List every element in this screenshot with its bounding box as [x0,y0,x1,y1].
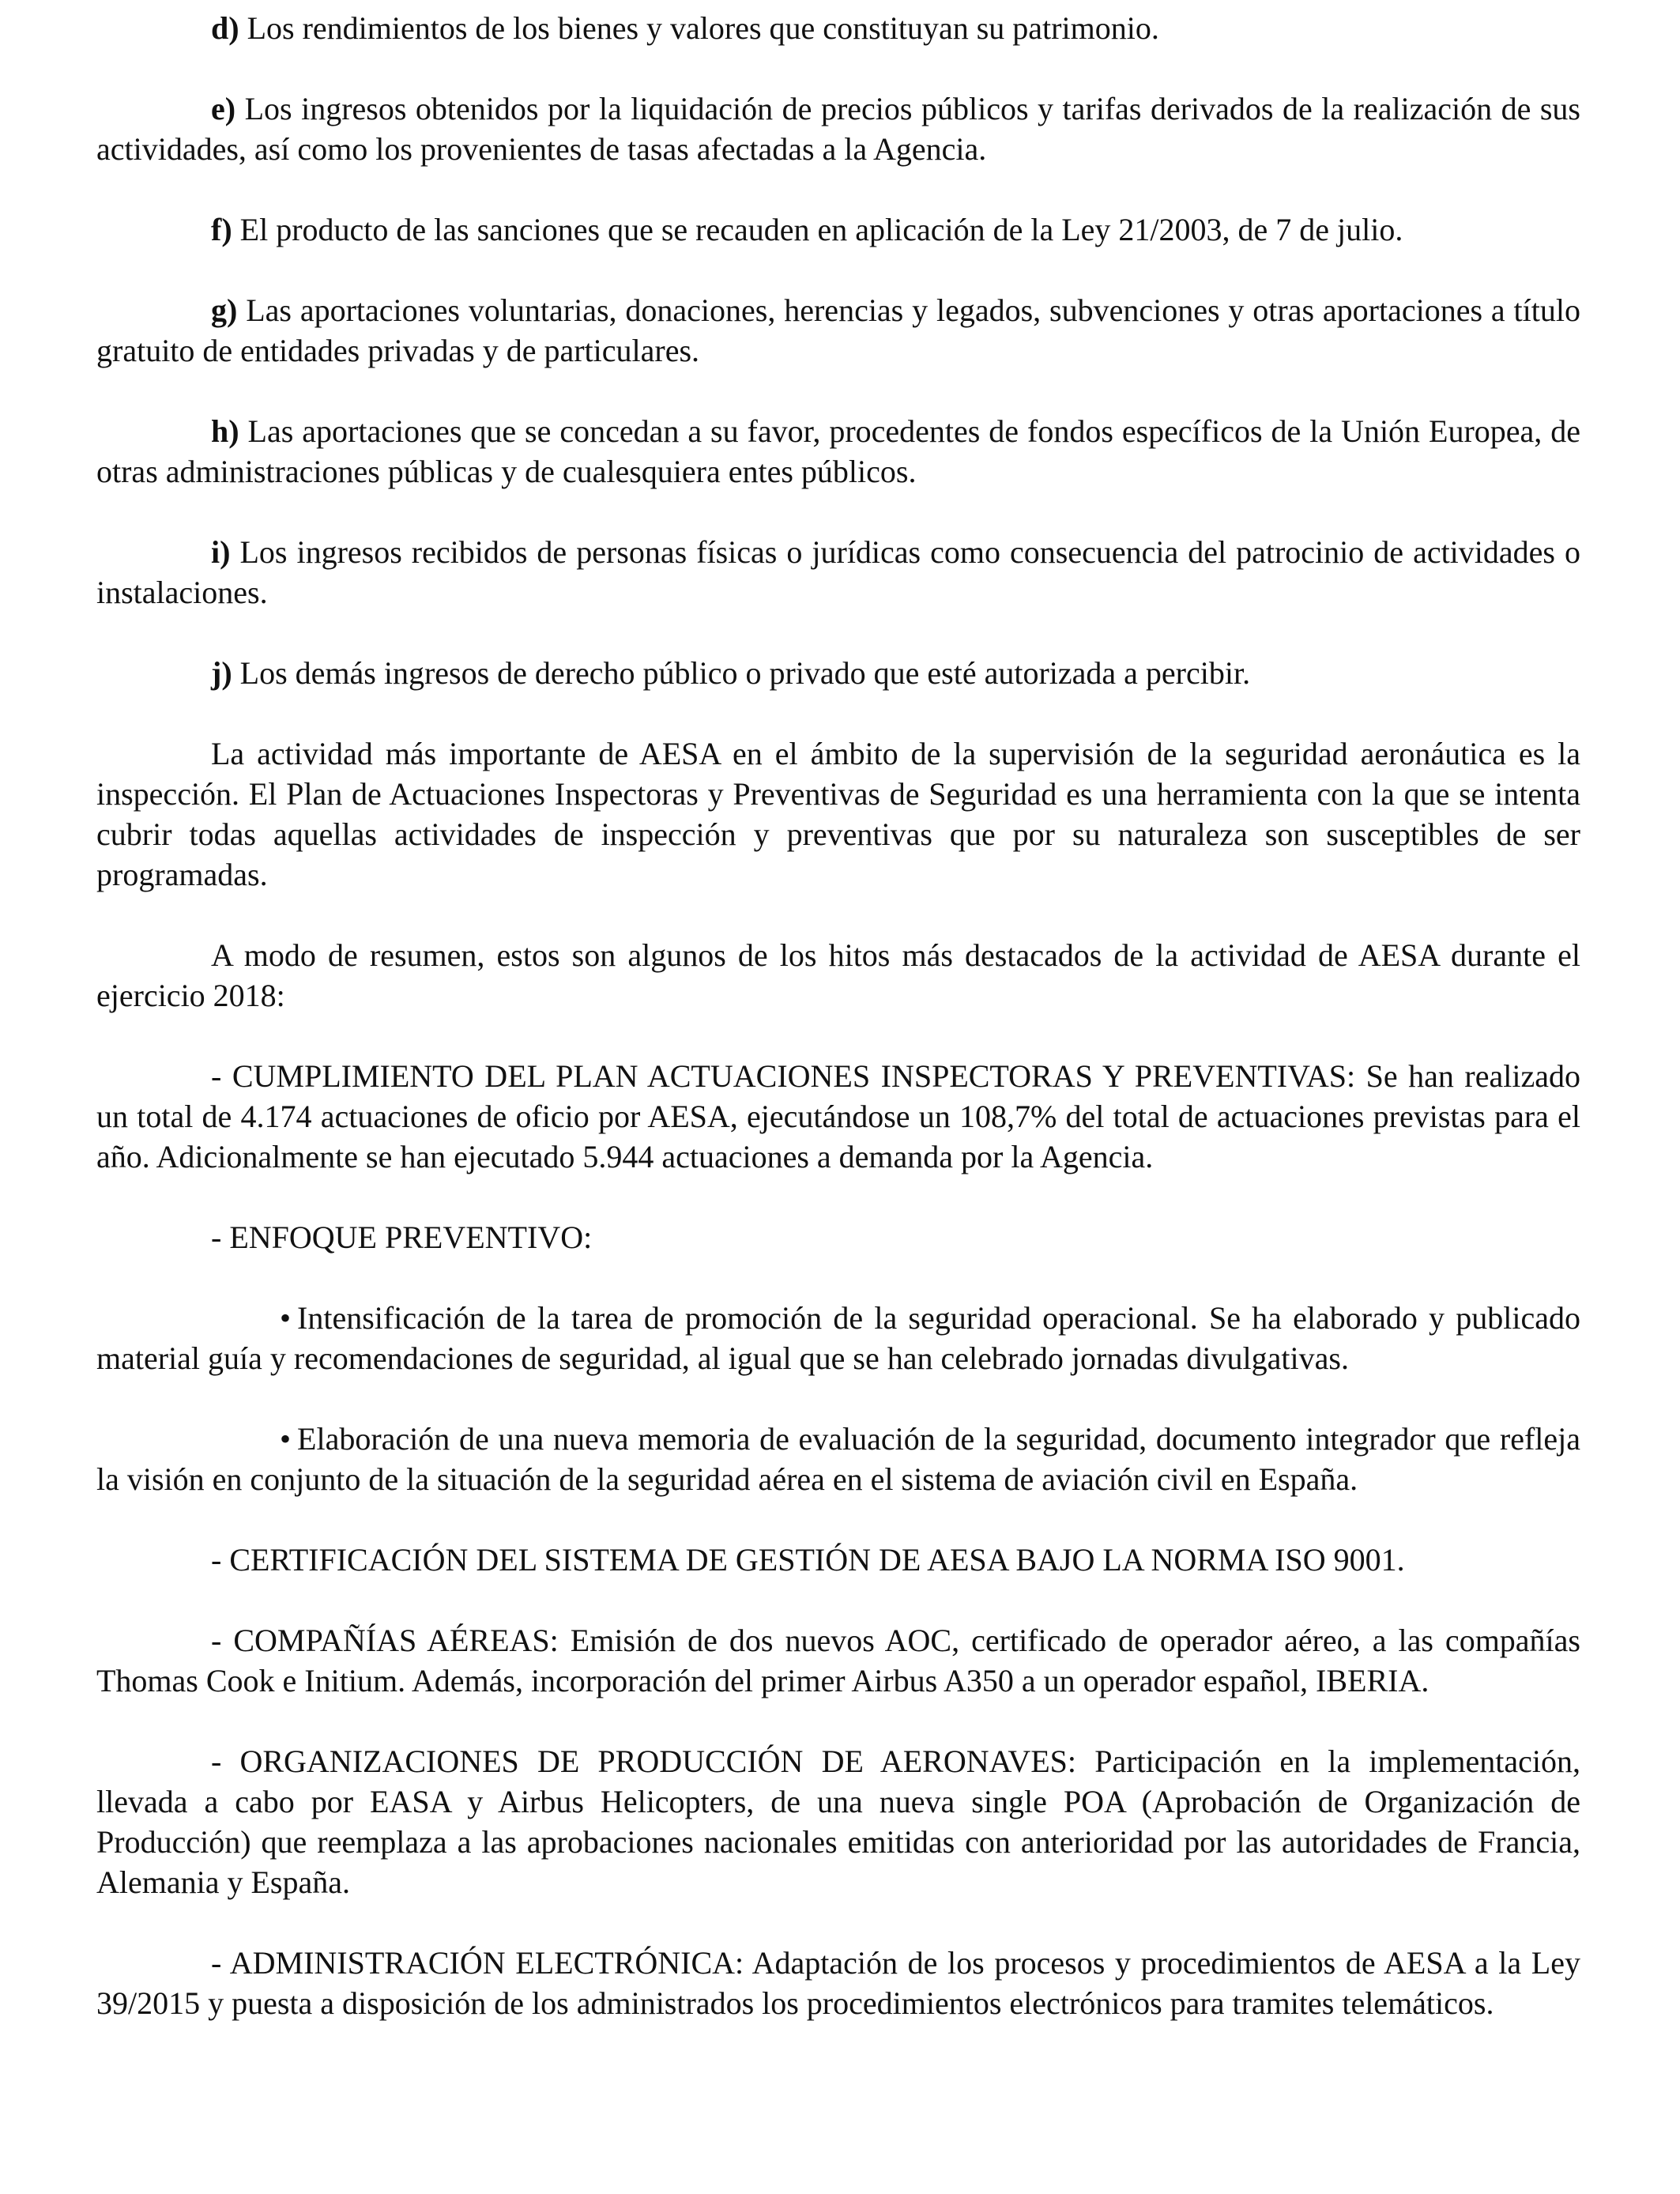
paragraph-text: Las aportaciones voluntarias, donaciones, herencias y legados, subvenciones y otras aportaciones a título gratuito de entidades privadas y de particulares. [96,292,1580,368]
item-marker: g) [211,292,238,328]
paragraph-iso-certification: - CERTIFICACIÓN DEL SISTEMA DE GESTIÓN DE AESA BAJO LA NORMA ISO 9001. [211,1542,1405,1578]
paragraph-text: Las aportaciones que se concedan a su favor, procedentes de fondos específicos de la Unión Europea, de otras administraciones públicas y de cualesquiera entes públicos. [96,413,1580,489]
paragraph-e-administration: - ADMINISTRACIÓN ELECTRÓNICA: Adaptación de los procesos y procedimientos de AESA a la Ley 39/2015 y puesta a disposición de los administrados los procedimientos electrónicos para tramites telemáticos. [96,1945,1580,2021]
item-marker: f) [211,212,232,247]
bullet-icon: • [280,1300,292,1336]
paragraph-text: Los rendimientos de los bienes y valores que constituyan su patrimonio. [239,10,1159,46]
item-marker: i) [211,534,231,570]
paragraph-preventive-heading: - ENFOQUE PREVENTIVO: [211,1220,593,1255]
paragraph-text: Los ingresos recibidos de personas físicas o jurídicas como consecuencia del patrocinio de actividades o instalaciones. [96,534,1580,610]
paragraph-text: El producto de las sanciones que se recauden en aplicación de la Ley 21/2003, de 7 de julio. [232,212,1403,247]
paragraph-item-d [96,8,1580,48]
bullet-item-promotion [96,1298,1580,1378]
item-marker: e) [211,91,236,126]
paragraph-production-organizations: - ORGANIZACIONES DE PRODUCCIÓN DE AERONAVES: Participación en la implementación, llevada a cabo por EASA y Airbus Helicopters, de una nueva single POA (Aprobación de Organización de Producción) que reemplaza a las aprobaciones nacionales emitidas con anterioridad por las autoridades de Francia, Alemania y España. [96,1744,1580,1900]
paragraph-summary-intro: A modo de resumen, estos son algunos de los hitos más destacados de la actividad de AESA durante el ejercicio 2018: [96,937,1580,1013]
paragraph-airlines: - COMPAÑÍAS AÉREAS: Emisión de dos nuevos AOC, certificado de operador aéreo, a las compañías Thomas Cook e Initium. Además, incorporación del primer Airbus A350 a un operador español, IBERIA. [96,1623,1580,1698]
paragraph-inspection: La actividad más importante de AESA en el ámbito de la supervisión de la seguridad aeronáutica es la inspección. El Plan de Actuaciones Inspectoras y Preventivas de Seguridad es una herramienta con la que se intenta cubrir todas aquellas actividades de inspección y preventivas que por su naturaleza son susceptibles de ser programadas. [96,736,1580,892]
paragraph-item-i [96,532,1580,613]
bullet-text: Intensificación de la tarea de promoción de la seguridad operacional. Se ha elaborado y publicado material guía y recomendaciones de seguridad, al igual que se han celebrado jornadas divulgativas. [96,1300,1580,1376]
paragraph-item-h [96,411,1580,492]
paragraph-plan-compliance: - CUMPLIMIENTO DEL PLAN ACTUACIONES INSPECTORAS Y PREVENTIVAS: Se han realizado un total de 4.174 actuaciones de oficio por AESA, ejecutándose un 108,7% del total de actuaciones previstas para el año. Adicionalmente se han ejecutado 5.944 actuaciones a demanda por la Agencia. [96,1058,1580,1174]
paragraph-item-f [96,209,1580,250]
paragraph-text: Los demás ingresos de derecho público o privado que esté autorizada a percibir. [232,655,1251,691]
item-marker: j) [211,655,232,691]
bullet-icon: • [280,1421,292,1457]
paragraph-item-g [96,290,1580,371]
bullet-item-safety-report [96,1419,1580,1499]
item-marker: d) [211,10,239,46]
bullet-text: Elaboración de una nueva memoria de evaluación de la seguridad, documento integrador que refleja la visión en conjunto de la situación de la seguridad aérea en el sistema de aviación civil en España. [96,1421,1580,1497]
paragraph-item-j [96,653,1580,693]
paragraph-item-e [96,89,1580,169]
item-marker: h) [211,413,239,449]
paragraph-text: Los ingresos obtenidos por la liquidación de precios públicos y tarifas derivados de la realización de sus actividades, así como los provenientes de tasas afectadas a la Agencia. [96,91,1580,167]
